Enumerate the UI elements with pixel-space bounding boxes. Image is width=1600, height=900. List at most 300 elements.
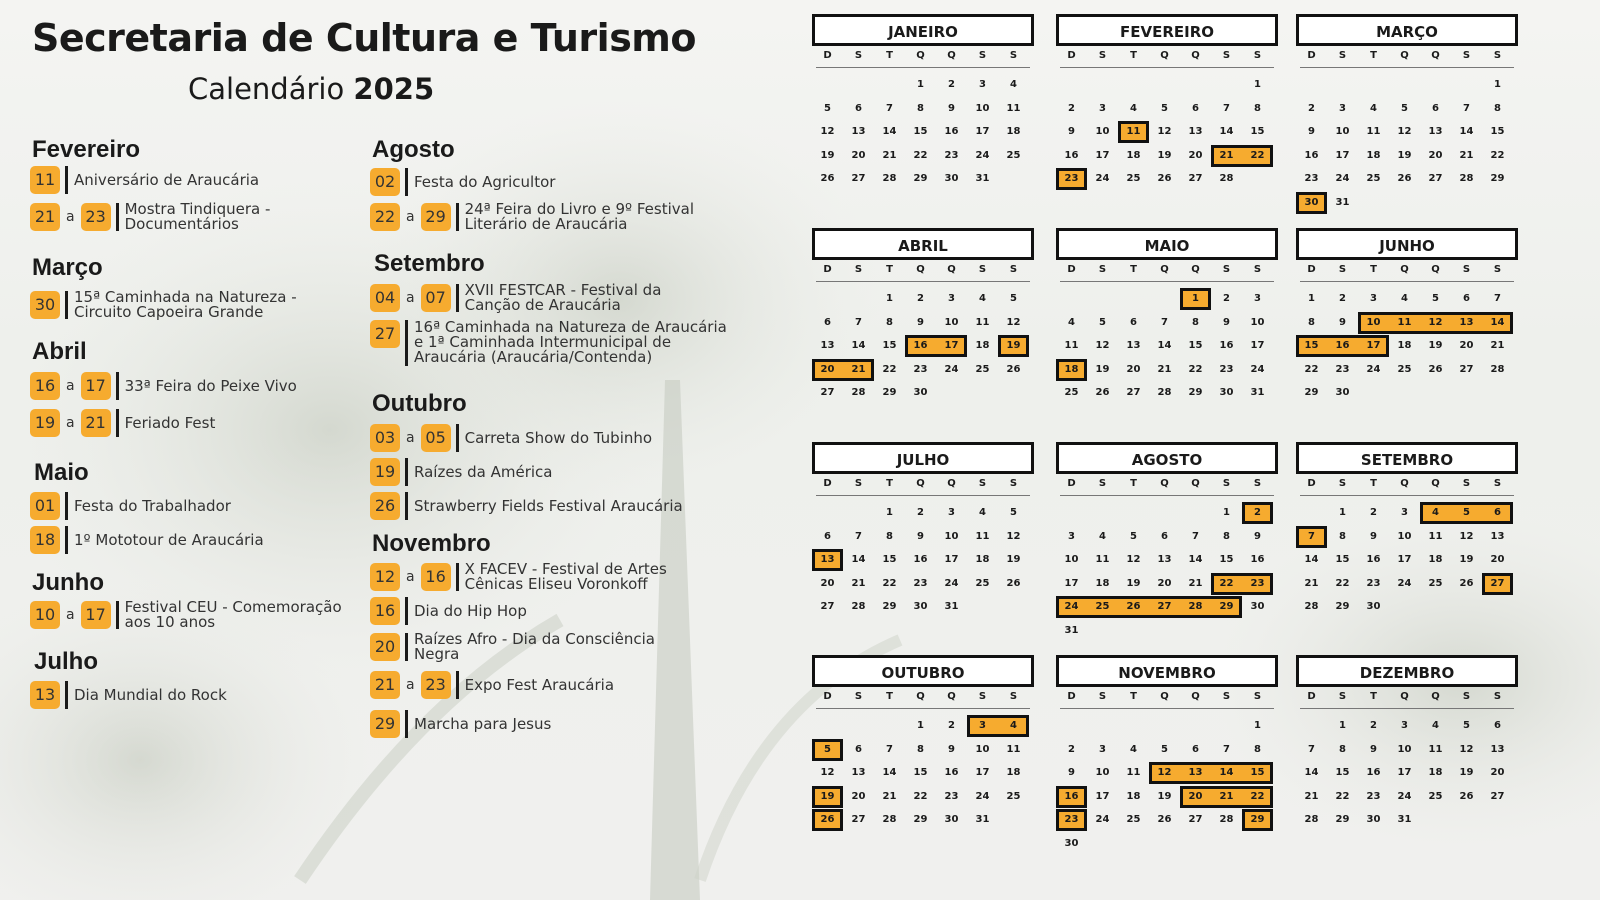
calendar-day: 26 <box>1095 387 1110 398</box>
calendar-day: 8 <box>1254 743 1261 755</box>
month-calendar-title: ABRIL <box>812 228 1034 260</box>
weekday-label: Q <box>1431 691 1440 702</box>
calendar-day: 22 <box>1188 363 1203 375</box>
weekday-label: S <box>1222 50 1231 61</box>
event-item <box>370 320 734 366</box>
calendar-day: 30 <box>944 173 959 184</box>
calendar-day: 7 <box>886 743 893 755</box>
event-text: 33ª Feira do Peixe Vivo <box>124 376 297 395</box>
calendar-day: 27 <box>851 814 866 825</box>
calendar-day: 31 <box>975 173 990 184</box>
calendar-day: 24 <box>1095 173 1110 184</box>
calendar-day: 5 <box>1161 102 1168 114</box>
calendar-day-event: 16 <box>1064 790 1079 802</box>
calendar-day: 9 <box>1308 126 1315 137</box>
calendar-day: 13 <box>1157 554 1172 565</box>
event-joiner: a <box>406 569 415 585</box>
calendar-day: 4 <box>1370 102 1377 114</box>
calendar-day-event: 12 <box>1157 767 1172 778</box>
event-joiner: a <box>406 290 415 306</box>
calendar-day: 14 <box>1157 340 1172 351</box>
calendar-day: 24 <box>1095 814 1110 825</box>
calendar-day: 10 <box>1064 554 1079 565</box>
calendar-day: 7 <box>1308 743 1315 755</box>
calendar-day: 2 <box>917 293 924 304</box>
calendar-day: 8 <box>917 743 924 755</box>
calendar-day: 15 <box>913 126 928 137</box>
calendar-day: 9 <box>1254 530 1261 542</box>
event-start-badge: 18 <box>30 526 60 554</box>
event-text: 16ª Caminhada na Natureza de Araucária e 1ª Caminhada Intermunicipal de Araucária (Araucária/Contenda) <box>414 318 727 366</box>
weekday-label: Q <box>1431 478 1440 489</box>
calendar-day: 10 <box>944 316 959 328</box>
calendar-day: 7 <box>1223 743 1230 755</box>
calendar-day: 27 <box>1428 173 1443 184</box>
month-calendar-title: FEVEREIRO <box>1056 14 1278 46</box>
calendar-day: 2 <box>1068 102 1075 114</box>
calendar-day: 20 <box>1490 767 1505 778</box>
calendar-day: 28 <box>882 173 897 184</box>
event-start-badge: 01 <box>30 492 60 520</box>
calendar-day: 22 <box>882 363 897 375</box>
event-start-badge: 30 <box>30 291 60 319</box>
calendar-day-event: 12 <box>1428 316 1443 328</box>
calendar-day: 16 <box>1366 767 1381 778</box>
calendar-day: 25 <box>1006 790 1021 802</box>
weekday-label: Q <box>1191 691 1200 702</box>
calendar-day-event: 27 <box>1157 601 1172 612</box>
calendar-day: 26 <box>1397 173 1412 184</box>
event-end-badge: 29 <box>421 203 451 231</box>
calendar-day: 6 <box>855 743 862 755</box>
calendar-day: 9 <box>948 102 955 114</box>
calendar-day-event: 29 <box>1219 601 1234 612</box>
weekday-label: Q <box>916 264 925 275</box>
calendar-day: 29 <box>913 814 928 825</box>
calendar-day: 24 <box>1250 363 1265 375</box>
calendar-day: 24 <box>1397 577 1412 589</box>
weekday-label: Q <box>1191 478 1200 489</box>
calendar-day: 27 <box>1188 814 1203 825</box>
calendar-day: 11 <box>975 530 990 542</box>
calendar-day: 21 <box>1157 363 1172 375</box>
calendar-day: 9 <box>1068 126 1075 137</box>
calendar-day: 29 <box>882 387 897 398</box>
calendar-day: 25 <box>1428 577 1443 589</box>
calendar-day: 28 <box>1219 173 1234 184</box>
calendar-day: 22 <box>1304 363 1319 375</box>
weekday-label: S <box>1462 50 1471 61</box>
event-joiner: a <box>66 415 75 431</box>
weekday-label: T <box>1130 50 1137 61</box>
event-start-badge: 10 <box>30 601 60 629</box>
calendar-day: 2 <box>1068 743 1075 755</box>
calendar-day: 22 <box>882 577 897 589</box>
weekday-label: S <box>1338 50 1347 61</box>
calendar-day: 23 <box>1366 577 1381 589</box>
calendar-day: 24 <box>975 149 990 161</box>
calendar-day: 8 <box>917 102 924 114</box>
calendar-day: 23 <box>944 790 959 802</box>
weekday-label: T <box>886 264 893 275</box>
event-start-badge: 29 <box>370 710 400 738</box>
calendar-day: 29 <box>913 173 928 184</box>
weekday-label: D <box>1067 50 1076 61</box>
calendar-day: 14 <box>882 767 897 778</box>
weekday-label: S <box>1493 478 1502 489</box>
event-item <box>30 166 259 194</box>
calendar-day: 27 <box>1126 387 1141 398</box>
calendar-day: 4 <box>1099 530 1106 542</box>
event-end-badge: 16 <box>421 563 451 591</box>
calendar-day: 3 <box>1401 720 1408 731</box>
event-month-heading: Junho <box>32 569 104 596</box>
calendar-day: 2 <box>1370 507 1377 518</box>
event-item <box>370 424 652 452</box>
event-end-badge: 17 <box>81 372 111 400</box>
month-calendar-title: OUTUBRO <box>812 655 1034 687</box>
calendar-day: 24 <box>944 577 959 589</box>
event-joiner: a <box>406 430 415 446</box>
weekday-label: Q <box>947 50 956 61</box>
weekday-label: T <box>1370 691 1377 702</box>
weekday-label: D <box>1307 264 1316 275</box>
event-month-heading: Maio <box>34 459 89 486</box>
weekday-label: S <box>1253 264 1262 275</box>
calendar-day-event: 19 <box>1006 340 1021 351</box>
event-text: Festa do Agricultor <box>414 172 556 191</box>
weekday-label: Q <box>1191 50 1200 61</box>
calendar-day: 6 <box>1494 720 1501 731</box>
calendar-day: 10 <box>975 102 990 114</box>
event-start-badge: 19 <box>30 409 60 437</box>
calendar-day: 29 <box>1335 814 1350 825</box>
calendar-day: 21 <box>1304 577 1319 589</box>
subtitle-label: Calendário <box>188 72 345 106</box>
calendar-day-event: 23 <box>1064 173 1079 184</box>
calendar-day: 19 <box>1095 363 1110 375</box>
calendar-day: 18 <box>975 554 990 565</box>
event-text: Festa do Trabalhador <box>74 496 231 515</box>
calendar-day: 26 <box>1459 577 1474 589</box>
calendar-day: 7 <box>1463 102 1470 114</box>
calendar-day: 1 <box>1223 507 1230 518</box>
calendar-day: 22 <box>913 790 928 802</box>
calendar-day-event: 11 <box>1126 126 1141 137</box>
event-text: Carreta Show do Tubinho <box>464 428 653 447</box>
event-start-badge: 19 <box>370 458 400 486</box>
event-start-badge: 27 <box>370 320 400 348</box>
calendar-day-event: 27 <box>1490 577 1505 589</box>
calendar-day: 13 <box>820 340 835 351</box>
calendar-day: 21 <box>1459 149 1474 161</box>
month-calendar-outubro <box>812 655 1034 861</box>
calendar-day: 9 <box>1339 316 1346 328</box>
calendar-day: 22 <box>1335 577 1350 589</box>
calendar-day: 3 <box>1254 293 1261 304</box>
calendar-day: 16 <box>944 126 959 137</box>
calendar-day-event: 17 <box>1366 340 1381 351</box>
calendar-day: 11 <box>1064 340 1079 351</box>
month-calendar-title: DEZEMBRO <box>1296 655 1518 687</box>
calendar-day: 26 <box>1006 577 1021 589</box>
calendar-day: 26 <box>1157 173 1172 184</box>
calendar-day: 5 <box>1010 293 1017 304</box>
calendar-day: 29 <box>1335 601 1350 612</box>
event-item <box>30 492 231 520</box>
calendar-day: 10 <box>1335 126 1350 137</box>
weekday-label: Q <box>1400 478 1409 489</box>
event-item <box>370 492 683 520</box>
event-item <box>370 597 527 625</box>
calendar-day: 18 <box>1126 149 1141 161</box>
calendar-day: 1 <box>1308 293 1315 304</box>
weekday-label: Q <box>1160 50 1169 61</box>
month-calendar-title: NOVEMBRO <box>1056 655 1278 687</box>
calendar-day: 22 <box>1490 149 1505 161</box>
weekday-label: T <box>886 50 893 61</box>
calendar-day: 13 <box>1490 530 1505 542</box>
calendar-day: 6 <box>1161 530 1168 542</box>
calendar-day: 17 <box>1064 577 1079 589</box>
event-start-badge: 21 <box>30 203 60 231</box>
calendar-day-event: 30 <box>1304 196 1319 208</box>
weekday-label: S <box>1462 264 1471 275</box>
weekday-label: S <box>854 50 863 61</box>
calendar-day: 31 <box>1335 196 1350 208</box>
weekday-label: S <box>1009 478 1018 489</box>
calendar-day-event: 28 <box>1188 601 1203 612</box>
subtitle-year: 2025 <box>353 72 435 106</box>
calendar-day-event: 13 <box>1188 767 1203 778</box>
calendar-day: 30 <box>1064 837 1079 849</box>
page-title: Secretaria de Cultura e Turismo <box>32 16 697 60</box>
event-text: Expo Fest Araucária <box>464 675 615 694</box>
calendar-day: 17 <box>975 126 990 137</box>
event-start-badge: 21 <box>370 671 400 699</box>
weekday-label: S <box>1009 691 1018 702</box>
event-item <box>370 283 680 313</box>
calendar-day: 12 <box>820 767 835 778</box>
calendar-day: 9 <box>1370 530 1377 542</box>
calendar-day: 25 <box>1397 363 1412 375</box>
calendar-day: 20 <box>1188 149 1203 161</box>
calendar-day: 21 <box>1188 577 1203 589</box>
calendar-day: 1 <box>886 293 893 304</box>
calendar-day: 7 <box>1192 530 1199 542</box>
calendar-day: 12 <box>1006 316 1021 328</box>
calendar-day-event: 26 <box>1126 601 1141 612</box>
calendar-day: 9 <box>917 316 924 328</box>
calendar-day: 25 <box>1428 790 1443 802</box>
weekday-label: Q <box>1191 264 1200 275</box>
calendar-day: 16 <box>913 554 928 565</box>
event-month-heading: Agosto <box>372 136 455 163</box>
weekday-label: Q <box>1160 264 1169 275</box>
calendar-day: 15 <box>913 767 928 778</box>
weekday-label: S <box>1222 478 1231 489</box>
event-end-badge: 05 <box>421 424 451 452</box>
calendar-day: 20 <box>851 790 866 802</box>
calendar-day: 14 <box>851 554 866 565</box>
calendar-day: 8 <box>1192 316 1199 328</box>
month-calendar-title: JUNHO <box>1296 228 1518 260</box>
calendar-day: 14 <box>851 340 866 351</box>
calendar-day: 2 <box>948 720 955 731</box>
calendar-day: 5 <box>1161 743 1168 755</box>
calendar-day-event: 5 <box>824 743 831 755</box>
calendar-day: 2 <box>1370 720 1377 731</box>
calendar-day-event: 23 <box>1064 814 1079 825</box>
calendar-day-event: 13 <box>1459 316 1474 328</box>
calendar-day: 9 <box>917 530 924 542</box>
month-calendar-title: MARÇO <box>1296 14 1518 46</box>
weekday-label: S <box>1098 478 1107 489</box>
weekday-label: D <box>1307 478 1316 489</box>
month-calendar-março <box>1296 14 1518 220</box>
month-calendar-title: SETEMBRO <box>1296 442 1518 474</box>
calendar-day: 31 <box>1397 814 1412 825</box>
weekday-label: S <box>1253 50 1262 61</box>
calendar-day: 31 <box>944 601 959 612</box>
month-calendar-julho <box>812 442 1034 648</box>
calendar-day: 16 <box>944 767 959 778</box>
calendar-day-event: 26 <box>820 814 835 825</box>
calendar-day: 4 <box>1130 102 1137 114</box>
event-joiner: a <box>406 677 415 693</box>
calendar-day: 18 <box>975 340 990 351</box>
calendar-day: 28 <box>1304 814 1319 825</box>
calendar-day: 3 <box>1339 102 1346 114</box>
calendar-day: 10 <box>1397 743 1412 755</box>
calendar-day-event: 22 <box>1219 577 1234 589</box>
calendar-day-event: 19 <box>820 790 835 802</box>
weekday-label: S <box>1338 478 1347 489</box>
event-text: Dia Mundial do Rock <box>74 685 227 704</box>
month-calendar-title: JULHO <box>812 442 1034 474</box>
calendar-day-event: 25 <box>1095 601 1110 612</box>
calendar-day: 31 <box>1064 624 1079 636</box>
weekday-label: Q <box>947 691 956 702</box>
calendar-day: 12 <box>1006 530 1021 542</box>
calendar-day: 3 <box>1099 743 1106 755</box>
weekday-label: S <box>1493 691 1502 702</box>
calendar-day: 25 <box>1126 814 1141 825</box>
event-text: Mostra Tindiquera - Documentários <box>124 200 271 233</box>
weekday-label: S <box>854 478 863 489</box>
weekday-label: D <box>1067 264 1076 275</box>
calendar-day: 13 <box>1428 126 1443 137</box>
event-item <box>30 600 345 630</box>
event-text: Strawberry Fields Festival Araucária <box>414 496 683 515</box>
calendar-day-event: 7 <box>1308 530 1315 542</box>
calendar-day: 15 <box>1335 767 1350 778</box>
calendar-day-event: 20 <box>820 363 835 375</box>
event-item <box>30 290 314 320</box>
event-text: Aniversário de Araucária <box>74 170 260 189</box>
event-text: Festival CEU - Comemoração aos 10 anos <box>124 598 342 631</box>
calendar-day: 19 <box>1397 149 1412 161</box>
calendar-day-event: 22 <box>1250 149 1265 161</box>
weekday-label: T <box>1370 50 1377 61</box>
event-start-badge: 16 <box>370 597 400 625</box>
weekday-label: T <box>1130 478 1137 489</box>
calendar-day: 16 <box>1304 149 1319 161</box>
calendar-day: 5 <box>1010 507 1017 518</box>
event-item <box>370 202 713 232</box>
calendar-day: 30 <box>1250 601 1265 612</box>
event-item <box>370 710 551 738</box>
weekday-label: Q <box>1431 264 1440 275</box>
calendar-day: 1 <box>1339 720 1346 731</box>
weekday-label: S <box>854 264 863 275</box>
calendar-day: 5 <box>1099 316 1106 328</box>
month-calendar-maio <box>1056 228 1278 434</box>
calendar-day: 13 <box>1490 743 1505 755</box>
calendar-day: 8 <box>1254 102 1261 114</box>
event-text: 15ª Caminhada na Natureza - Circuito Capoeira Grande <box>74 288 297 321</box>
calendar-day: 17 <box>1250 340 1265 351</box>
calendar-day: 1 <box>1254 79 1261 90</box>
calendar-day: 19 <box>1126 577 1141 589</box>
calendar-day: 8 <box>1339 530 1346 542</box>
calendar-day: 12 <box>1095 340 1110 351</box>
calendar-day: 19 <box>1459 767 1474 778</box>
event-month-heading: Abril <box>32 338 87 365</box>
calendar-day: 27 <box>851 173 866 184</box>
weekday-label: Q <box>1160 478 1169 489</box>
event-item <box>30 202 330 232</box>
calendar-day: 12 <box>1157 126 1172 137</box>
calendar-day: 26 <box>1006 363 1021 375</box>
calendar-day: 26 <box>820 173 835 184</box>
calendar-day: 16 <box>1064 149 1079 161</box>
calendar-day: 11 <box>1095 554 1110 565</box>
calendar-day: 6 <box>1192 743 1199 755</box>
calendar-day: 18 <box>1006 126 1021 137</box>
event-item <box>30 681 227 709</box>
event-start-badge: 12 <box>370 563 400 591</box>
calendar-day: 28 <box>1157 387 1172 398</box>
weekday-label: S <box>978 691 987 702</box>
calendar-day-event: 5 <box>1463 507 1470 518</box>
weekday-label: S <box>978 50 987 61</box>
weekday-label: S <box>1338 691 1347 702</box>
calendar-day: 7 <box>855 316 862 328</box>
calendar-day: 5 <box>1130 530 1137 542</box>
calendar-day: 9 <box>1068 767 1075 778</box>
calendar-day-event: 2 <box>1254 507 1261 518</box>
calendar-day: 5 <box>824 102 831 114</box>
calendar-day: 12 <box>1459 530 1474 542</box>
calendar-day: 17 <box>1397 554 1412 565</box>
calendar-day-event: 14 <box>1219 767 1234 778</box>
calendar-day: 31 <box>975 814 990 825</box>
calendar-day: 11 <box>1366 126 1381 137</box>
calendar-day: 6 <box>855 102 862 114</box>
calendar-day: 25 <box>975 363 990 375</box>
calendar-day: 10 <box>1250 316 1265 328</box>
calendar-day: 15 <box>882 340 897 351</box>
weekday-label: S <box>1338 264 1347 275</box>
calendar-day: 23 <box>1335 363 1350 375</box>
calendar-day: 23 <box>1304 173 1319 184</box>
month-calendar-title: JANEIRO <box>812 14 1034 46</box>
calendar-day: 1 <box>1254 720 1261 731</box>
calendar-day: 12 <box>1126 554 1141 565</box>
weekday-label: S <box>1253 478 1262 489</box>
weekday-label: Q <box>1431 50 1440 61</box>
